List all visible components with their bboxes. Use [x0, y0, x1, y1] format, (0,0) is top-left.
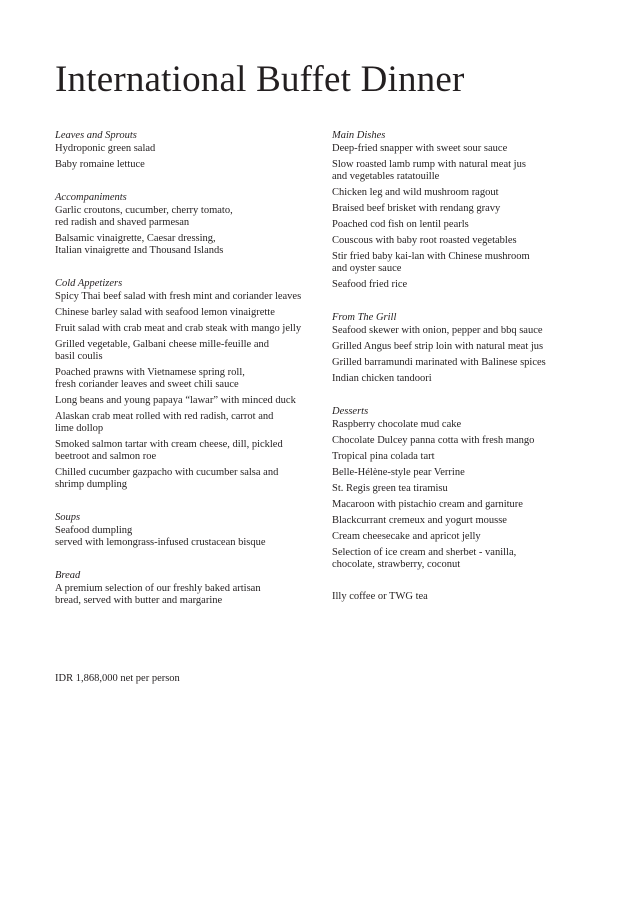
- menu-item-line: shrimp dumpling: [55, 479, 128, 490]
- menu-item-line: Slow roasted lamb rump with natural meat jus: [332, 159, 526, 170]
- menu-item: [332, 203, 594, 215]
- beverage-item: Illy coffee or TWG tea: [332, 591, 428, 602]
- menu-item-line: Italian vinaigrette and Thousand Islands: [55, 245, 224, 256]
- menu-item-line: Smoked salmon tartar with cream cheese, dill, pickled: [55, 439, 283, 450]
- menu-section-from-the-grill: [332, 311, 594, 385]
- menu-item: [332, 341, 594, 353]
- menu-item-line: Poached prawns with Vietnamese spring roll,: [55, 367, 245, 378]
- menu-title: International Buffet Dinner: [55, 59, 465, 100]
- menu-item: [332, 547, 594, 571]
- right-sections: [332, 129, 594, 571]
- menu-item: [332, 483, 594, 495]
- left-column: [55, 129, 325, 627]
- menu-item-line: Grilled vegetable, Galbani cheese mille-feuille and: [55, 339, 269, 350]
- menu-item: [332, 515, 594, 527]
- menu-item-line: A premium selection of our freshly baked artisan: [55, 583, 261, 594]
- menu-item: [55, 307, 325, 319]
- menu-item-line: Chinese barley salad with seafood lemon vinaigrette: [55, 307, 275, 318]
- menu-item: [332, 325, 594, 337]
- menu-section-desserts: [332, 405, 594, 571]
- menu-item-line: Braised beef brisket with rendang gravy: [332, 203, 501, 214]
- menu-item: [55, 323, 325, 335]
- menu-item: [332, 219, 594, 231]
- menu-item-line: Seafood dumpling: [55, 525, 133, 536]
- menu-item-line: Baby romaine lettuce: [55, 159, 145, 170]
- menu-item-line: fresh coriander leaves and sweet chili sauce: [55, 379, 239, 390]
- menu-section-leaves-and-sprouts: [55, 129, 325, 171]
- menu-section-soups: [55, 511, 325, 549]
- menu-item-line: Balsamic vinaigrette, Caesar dressing,: [55, 233, 216, 244]
- menu-item: [332, 143, 594, 155]
- menu-item-line: Long beans and young papaya “lawar” with minced duck: [55, 395, 296, 406]
- menu-item: [332, 373, 594, 385]
- menu-item-line: lime dollop: [55, 423, 104, 434]
- section-heading: Main Dishes: [332, 130, 386, 141]
- menu-item-line: Deep-fried snapper with sweet sour sauce: [332, 143, 508, 154]
- right-column: [332, 129, 594, 603]
- menu-item-line: Hydroponic green salad: [55, 143, 156, 154]
- menu-item-line: Grilled barramundi marinated with Balinese spices: [332, 357, 546, 368]
- section-heading: Accompaniments: [55, 192, 127, 203]
- menu-item-line: Garlic croutons, cucumber, cherry tomato,: [55, 205, 233, 216]
- menu-item: [55, 339, 325, 363]
- menu-item: [55, 467, 325, 491]
- menu-item: [332, 235, 594, 247]
- menu-item-line: Poached cod fish on lentil pearls: [332, 219, 469, 230]
- menu-item-line: beetroot and salmon roe: [55, 451, 157, 462]
- price-line: IDR 1,868,000 net per person: [55, 673, 180, 684]
- menu-item: [55, 291, 325, 303]
- menu-item: [332, 357, 594, 369]
- menu-item-line: served with lemongrass-infused crustacean bisque: [55, 537, 266, 548]
- menu-item: [55, 411, 325, 435]
- section-heading: Bread: [55, 570, 81, 581]
- menu-item-line: Selection of ice cream and sherbet - vanilla,: [332, 547, 517, 558]
- menu-item: [332, 159, 594, 183]
- menu-item: [55, 439, 325, 463]
- menu-item-line: St. Regis green tea tiramisu: [332, 483, 448, 494]
- menu-item-line: bread, served with butter and margarine: [55, 595, 223, 606]
- menu-item-line: Stir fried baby kai-lan with Chinese mushroom: [332, 251, 530, 262]
- menu-item: [332, 499, 594, 511]
- menu-item-line: Indian chicken tandoori: [332, 373, 432, 384]
- menu-item-line: Fruit salad with crab meat and crab steak with mango jelly: [55, 323, 302, 334]
- menu-item-line: red radish and shaved parmesan: [55, 217, 190, 228]
- menu-item-line: Blackcurrant cremeux and yogurt mousse: [332, 515, 507, 526]
- section-heading: Leaves and Sprouts: [55, 130, 137, 141]
- menu-item: [332, 279, 594, 291]
- section-heading: Cold Appetizers: [55, 278, 123, 289]
- menu-item: [55, 525, 325, 549]
- menu-item-line: Chilled cucumber gazpacho with cucumber salsa and: [55, 467, 279, 478]
- menu-item: [55, 367, 325, 391]
- menu-item: [332, 251, 594, 275]
- menu-item-line: basil coulis: [55, 351, 103, 362]
- menu-item-line: and oyster sauce: [332, 263, 402, 274]
- menu-item-line: chocolate, strawberry, coconut: [332, 559, 461, 570]
- menu-item-line: Alaskan crab meat rolled with red radish, carrot and: [55, 411, 274, 422]
- menu-item-line: Belle-Hélène-style pear Verrine: [332, 467, 465, 478]
- menu-item-line: Chicken leg and wild mushroom ragout: [332, 187, 499, 198]
- menu-item-line: Grilled Angus beef strip loin with natural meat jus: [332, 341, 544, 352]
- menu-item-line: Spicy Thai beef salad with fresh mint and coriander leaves: [55, 291, 302, 302]
- menu-section-accompaniments: [55, 191, 325, 257]
- section-heading: Desserts: [332, 406, 369, 417]
- menu-item-line: Seafood skewer with onion, pepper and bbq sauce: [332, 325, 543, 336]
- menu-item-line: Couscous with baby root roasted vegetables: [332, 235, 517, 246]
- menu-item: [332, 467, 594, 479]
- menu-item: [55, 395, 325, 407]
- menu-item: [332, 187, 594, 199]
- menu-item: [332, 451, 594, 463]
- menu-item: [332, 531, 594, 543]
- menu-item: [332, 435, 594, 447]
- menu-item-line: Seafood fried rice: [332, 279, 408, 290]
- menu-item-line: Chocolate Dulcey panna cotta with fresh mango: [332, 435, 535, 446]
- menu-item: [55, 583, 325, 607]
- menu-section-cold-appetizers: [55, 277, 325, 491]
- menu-item-line: and vegetables ratatouille: [332, 171, 440, 182]
- menu-item-line: Raspberry chocolate mud cake: [332, 419, 462, 430]
- menu-item-line: Tropical pina colada tart: [332, 451, 435, 462]
- menu-item: [55, 205, 325, 229]
- menu-item: [332, 419, 594, 431]
- menu-item: [55, 143, 325, 155]
- menu-section-bread: [55, 569, 325, 607]
- section-heading: From The Grill: [332, 312, 397, 323]
- menu-section-main-dishes: [332, 129, 594, 291]
- section-heading: Soups: [55, 512, 81, 523]
- menu-item-line: Cream cheesecake and apricot jelly: [332, 531, 481, 542]
- menu-item: [55, 159, 325, 171]
- menu-item: [55, 233, 325, 257]
- menu-item-line: Macaroon with pistachio cream and garniture: [332, 499, 523, 510]
